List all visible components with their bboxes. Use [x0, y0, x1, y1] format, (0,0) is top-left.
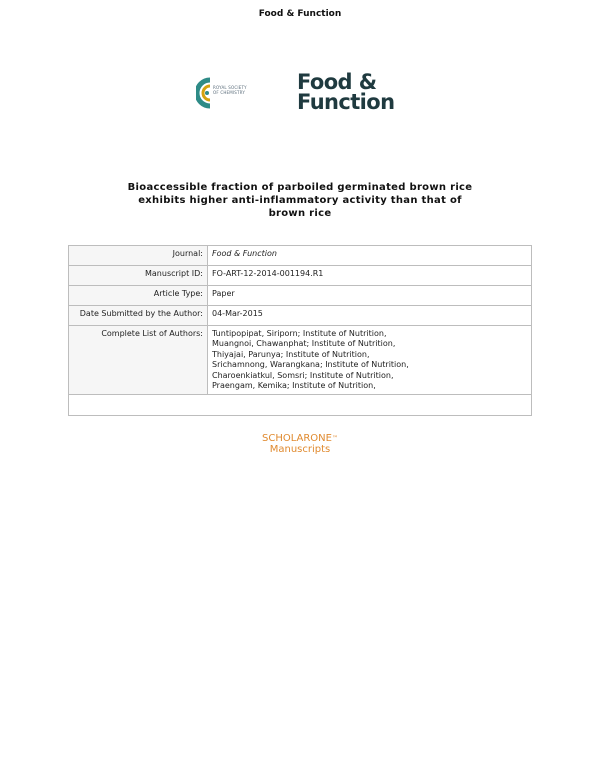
- author-line: Charoenkiatkul, Somsri; Institute of Nutrition,: [212, 370, 394, 380]
- table-row-manuscript-id: [69, 266, 532, 286]
- table-row-date-submitted: [69, 306, 532, 326]
- table-row-authors: [69, 326, 532, 395]
- date-submitted-label: Date Submitted by the Author:: [69, 306, 208, 326]
- manuscript-title: [100, 181, 500, 220]
- trademark-symbol: ™: [331, 435, 338, 442]
- table-row-article-type: [69, 286, 532, 306]
- article-type-value: Paper: [208, 286, 532, 306]
- scholarone-line-2: Manuscripts: [269, 444, 331, 455]
- authors-list: [208, 326, 532, 395]
- title-line-1: Bioaccessible fraction of parboiled germinated brown rice: [127, 182, 473, 193]
- rsc-wordmark: [213, 85, 247, 95]
- table-row-journal: [69, 246, 532, 266]
- date-submitted-value: 04-Mar-2015: [208, 306, 532, 326]
- author-line: Srichamnong, Warangkana; Institute of Nutrition,: [212, 360, 409, 370]
- running-header: Food & Function: [258, 9, 342, 19]
- article-type-label: Article Type:: [69, 286, 208, 306]
- title-line-3: brown rice: [268, 208, 332, 219]
- empty-cell: [69, 395, 532, 416]
- journal-logo: [297, 72, 394, 112]
- journal-logo-line-1: Food &: [297, 70, 377, 94]
- author-line: Praengam, Kemika; Institute of Nutrition,: [212, 381, 376, 391]
- author-line: Tuntipopipat, Siriporn; Institute of Nutrition,: [212, 329, 387, 338]
- title-line-2: exhibits higher anti-inflammatory activity than that of: [138, 195, 462, 206]
- rsc-logo: [196, 76, 248, 110]
- rsc-line-2: OF CHEMISTRY: [213, 90, 246, 95]
- journal-logo-line-2: Function: [297, 90, 395, 114]
- manuscript-id-label: Manuscript ID:: [69, 266, 208, 286]
- scholarone-logo: [0, 433, 600, 455]
- authors-label: Complete List of Authors:: [69, 326, 208, 395]
- logo-bar: [0, 70, 600, 120]
- scholarone-wordmark: SCHOLARONE: [262, 433, 332, 444]
- journal-label: Journal:: [69, 246, 208, 266]
- table-row-empty: [69, 395, 532, 416]
- author-line: Muangnoi, Chawanphat; Institute of Nutrition,: [212, 339, 396, 349]
- author-line: Thiyajai, Parunya; Institute of Nutrition,: [212, 349, 370, 359]
- rsc-line-1: ROYAL SOCIETY: [213, 85, 247, 90]
- scholarone-line-1: [0, 433, 600, 444]
- journal-value: Food & Function: [208, 246, 532, 266]
- manuscript-id-value: FO-ART-12-2014-001194.R1: [208, 266, 532, 286]
- manuscript-details-table: [68, 245, 532, 416]
